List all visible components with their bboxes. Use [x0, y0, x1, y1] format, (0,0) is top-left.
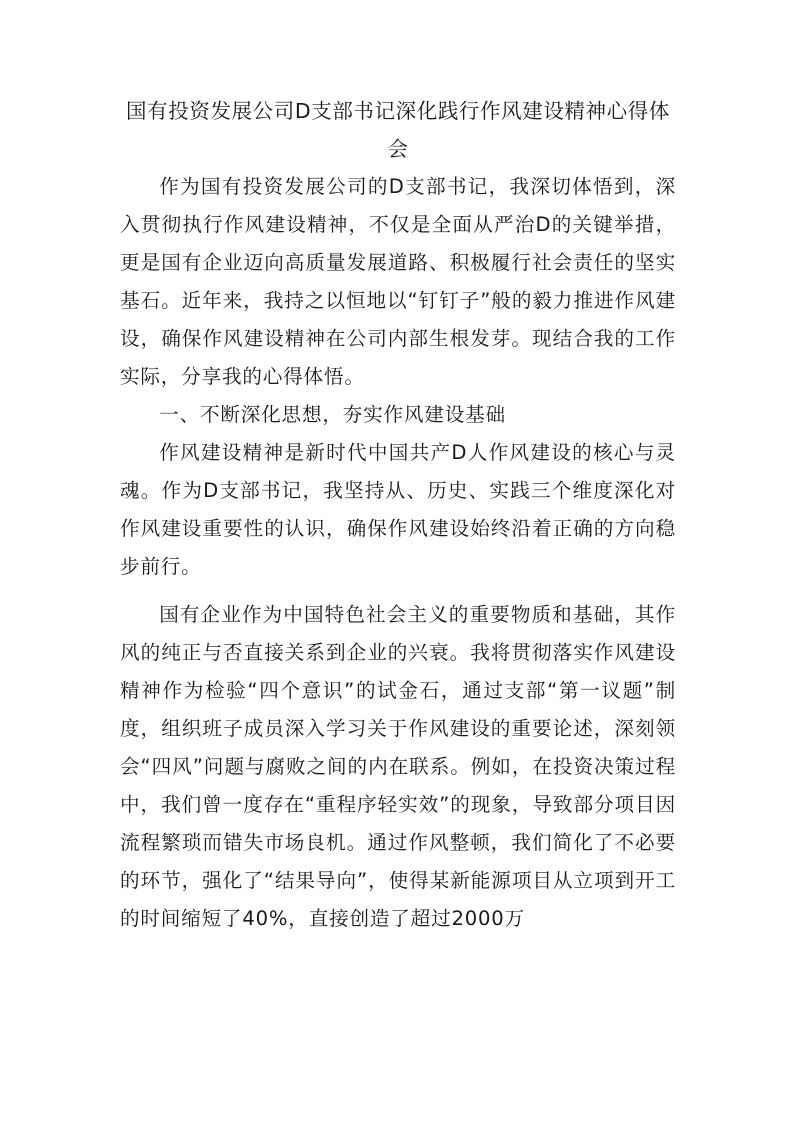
document-body [120, 92, 676, 938]
body-paragraph-1: 作风建设精神是新时代中国共产D人作风建设的核心与灵魂。作为D支部书记，我坚持从、历史、实践三个维度深化对作风建设重要性的认识，确保作风建设始终沿着正确的方向稳步前行。 [120, 441, 676, 578]
section-heading-1: 一、不断深化思想，夯实作风建设基础 [159, 403, 506, 426]
body-paragraph-2: 国有企业作为中国特色社会主义的重要物质和基础，其作风的纯正与否直接关系到企业的兴衰。我将贯彻落实作风建设精神作为检验“四个意识”的试金石，通过支部“第一议题”制度，组织班子成员深入学习关于作风建设的重要论述，深刻领会“四风”问题与腐败之间的内在联系。例如，在投资决策过程中，我们曾一度存在“重程序轻实效”的现象，导致部分项目因流程繁琐而错失市场良机。通过作风整顿，我们简化了不必要的环节，强化了“结果导向”，使得某新能源项目从立项到开工的时间缩短了40%，直接创造了超过2000万 [120, 603, 676, 930]
document-title: 国有投资发展公司D支部书记深化践行作风建设精神心得体会 [126, 99, 670, 161]
intro-paragraph: 作为国有投资发展公司的D支部书记，我深切体悟到，深入贯彻执行作风建设精神，不仅是全面从严治D的关键举措，更是国有企业迈向高质量发展道路、积极履行社会责任的坚实基石。近年来，我持之以恒地以“钉钉子”般的毅力推进作风建设，确保作风建设精神在公司内部生根发芽。现结合我的工作实际，分享我的心得体悟。 [120, 175, 676, 388]
